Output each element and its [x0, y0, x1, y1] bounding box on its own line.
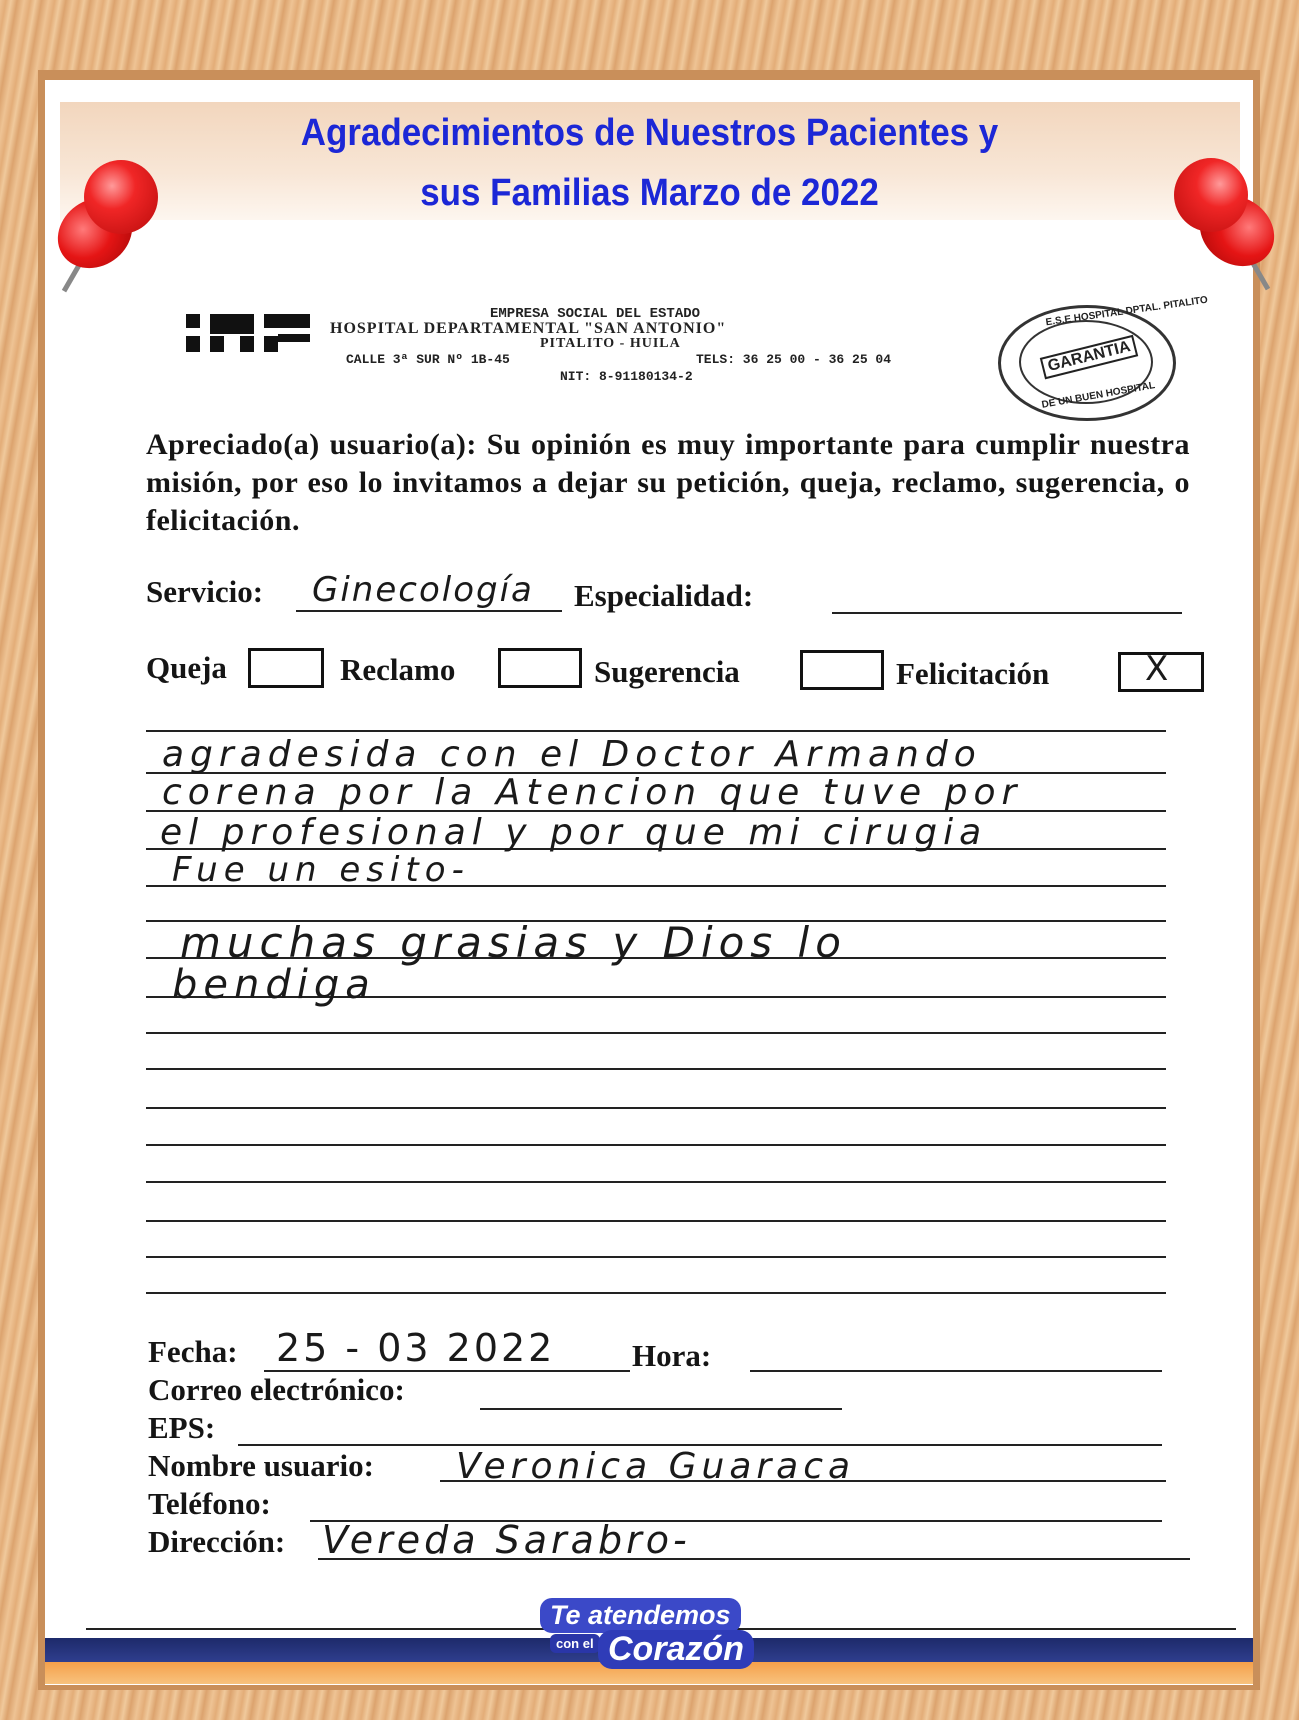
intro-text: Apreciado(a) usuario(a): Su opinión es muy importante para cumplir nuestra misión, por eso lo invitamos a dejar su petición, queja, reclamo, sugerencia, o felicitación. — [146, 428, 1190, 537]
date-value[interactable]: 25 - 03 2022 — [276, 1326, 556, 1370]
time-field[interactable] — [750, 1370, 1162, 1372]
phone-label: Teléfono: — [148, 1486, 271, 1521]
message-line-2: corena por la Atencion que tuve por — [162, 772, 1023, 813]
option-queja-label: Queja — [146, 650, 227, 685]
option-sugerencia-label: Sugerencia — [594, 654, 740, 689]
letterhead-hospital-name: HOSPITAL DEPARTAMENTAL "SAN ANTONIO" — [330, 320, 727, 337]
letterhead-nit: NIT: 8-91180134-2 — [560, 369, 693, 384]
page-title — [52, 103, 1247, 223]
campaign-logo — [540, 1598, 760, 1674]
message-line-4: Fue un esito- — [172, 850, 470, 890]
message-line-6: muchas grasias y Dios lo — [180, 918, 847, 967]
date-label: Fecha: — [148, 1334, 238, 1369]
seal-center-text: GARANTIA — [1040, 335, 1139, 380]
letterhead-line-1: EMPRESA SOCIAL DEL ESTADO — [490, 306, 701, 322]
service-underline — [296, 610, 562, 612]
option-reclamo-checkbox[interactable] — [498, 648, 582, 688]
address-value[interactable]: Vereda Sarabro- — [322, 1518, 691, 1562]
message-line-7: bendiga — [172, 962, 376, 1008]
email-label: Correo electrónico: — [148, 1372, 405, 1407]
letterhead-city: PITALITO - HUILA — [540, 336, 681, 351]
eps-label: EPS: — [148, 1410, 216, 1445]
push-pin-right-icon — [1170, 158, 1280, 288]
title-line-2: sus Familias Marzo de 2022 — [420, 172, 879, 214]
name-label: Nombre usuario: — [148, 1448, 374, 1483]
letterhead-address: CALLE 3ª SUR Nº 1B-45 — [346, 352, 510, 367]
title-line-1: Agradecimientos de Nuestros Pacientes y — [300, 112, 999, 154]
seal-bottom-text: DE UN BUEN HOSPITAL — [1040, 380, 1156, 411]
service-label: Servicio: — [146, 574, 264, 609]
time-label: Hora: — [632, 1338, 712, 1373]
message-line-3: el profesional y por que mi cirugia — [160, 812, 988, 853]
option-sugerencia-checkbox[interactable] — [800, 650, 884, 690]
option-reclamo-label: Reclamo — [340, 652, 456, 687]
letterhead-phones: TELS: 36 25 00 - 36 25 04 — [696, 352, 892, 367]
address-label: Dirección: — [148, 1524, 286, 1559]
service-value[interactable]: Ginecología — [312, 570, 534, 610]
option-felicitacion-checkbox[interactable] — [1118, 649, 1204, 692]
specialty-field[interactable] — [832, 612, 1182, 614]
felicitacion-mark: X — [1145, 649, 1175, 689]
name-value[interactable]: Veronica Guaraca — [456, 1446, 856, 1487]
brand-line-1: Te atendemos — [540, 1598, 741, 1633]
seal-top-text: E.S.E HOSPITAL DPTAL. PITALITO — [1045, 294, 1209, 329]
message-line-1: agradesida con el Doctor Armando — [162, 734, 982, 775]
option-felicitacion-label: Felicitación — [896, 656, 1050, 691]
brand-line-3: Corazón — [598, 1630, 754, 1669]
option-queja-checkbox[interactable] — [248, 648, 324, 688]
brand-line-2: con el — [550, 1634, 600, 1653]
email-field[interactable] — [480, 1408, 842, 1410]
specialty-label: Especialidad: — [574, 578, 754, 613]
guarantee-seal — [998, 294, 1209, 421]
hospital-logo — [186, 314, 310, 354]
push-pin-left-icon — [52, 160, 162, 290]
